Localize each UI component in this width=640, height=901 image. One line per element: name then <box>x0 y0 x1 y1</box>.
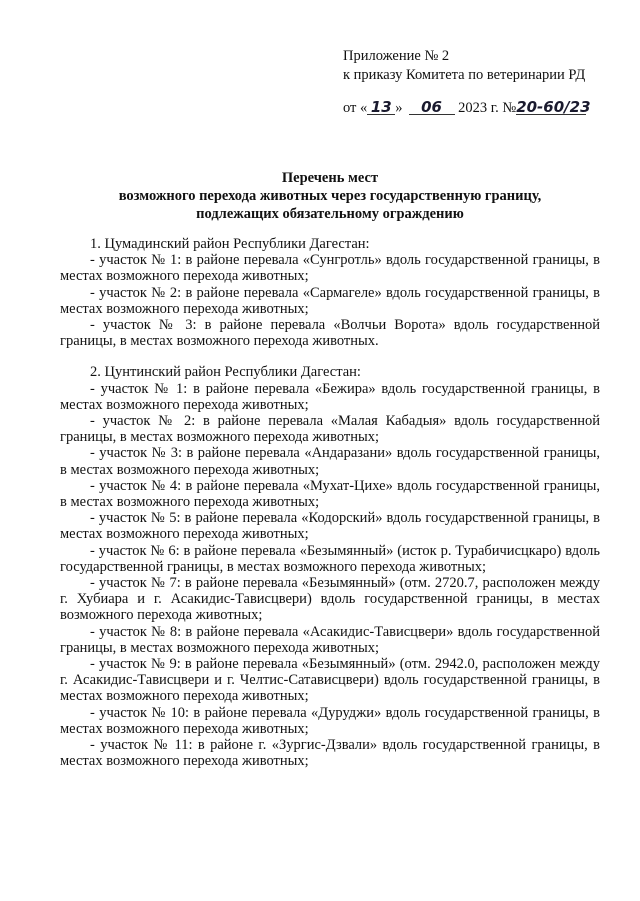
year-number-label: 2023 г. № <box>458 100 517 116</box>
date-prefix: от « <box>343 100 368 116</box>
list-item: - участок № 8: в районе перевала «Асакидис-Тависцвери» вдоль государственной границы, в местах возможного перехода животных; <box>60 623 600 656</box>
handwritten-order-number: 20-60/23 <box>516 98 591 116</box>
list-item: - участок № 11: в районе г. «Зургис-Дзвали» вдоль государственной границы, в местах возможного перехода животных; <box>60 737 600 770</box>
list-item: - участок № 6: в районе перевала «Безымянный» (исток р. Турабичисцкаро) вдоль государственной границы, в местах возможного перехода животных; <box>60 542 600 575</box>
appendix-label: Приложение № 2 <box>343 48 450 64</box>
list-item: - участок № 7: в районе перевала «Безымянный» (отм. 2720.7, расположен между г. Хубиара и г. Асакидис-Тависцвери) вдоль государственной границы, в местах возможного перехода животных; <box>60 575 600 624</box>
title-line-1: Перечень мест <box>281 170 379 186</box>
list-item: - участок № 3: в районе перевала «Волчьи Ворота» вдоль государственной границы, в местах возможного перехода животных. <box>60 317 600 350</box>
list-item: - участок № 2: в районе перевала «Малая Кабадыя» вдоль государственной границы, в местах возможного перехода животных; <box>60 413 600 446</box>
section-spacer <box>60 349 600 364</box>
list-item: - участок № 2: в районе перевала «Сармагеле» вдоль государственной границы, в местах возможного перехода животных; <box>60 284 600 317</box>
order-date-number <box>343 98 591 118</box>
list-item: - участок № 10: в районе перевала «Дуруджи» вдоль государственной границы, в местах возможного перехода животных; <box>60 704 600 737</box>
list-item: - участок № 1: в районе перевала «Сунгротль» вдоль государственной границы, в местах возможного перехода животных; <box>60 252 600 285</box>
handwritten-day: 13 <box>367 100 395 115</box>
order-reference: к приказу Комитета по ветеринарии РД <box>343 67 586 83</box>
date-close-quote: » <box>395 100 403 116</box>
list-item: - участок № 3: в районе перевала «Андаразани» вдоль государственной границы, в местах возможного перехода животных; <box>60 445 600 478</box>
list-item: - участок № 1: в районе перевала «Бежира» вдоль государственной границы, в местах возможного перехода животных; <box>60 380 600 413</box>
list-item: - участок № 5: в районе перевала «Кодорский» вдоль государственной границы, в местах возможного перехода животных; <box>60 510 600 543</box>
document-title <box>60 169 600 223</box>
title-line-2: возможного перехода животных через государственную границу, <box>118 188 542 204</box>
document-body <box>60 236 600 770</box>
title-line-3: подлежащих обязательному ограждению <box>196 206 464 222</box>
list-item: - участок № 4: в районе перевала «Мухат-Цихе» вдоль государственной границы, в местах возможного перехода животных; <box>60 477 600 511</box>
section-heading: 2. Цунтинский район Республики Дагестан: <box>90 364 361 381</box>
handwritten-month: 06 <box>409 100 455 115</box>
section-heading: 1. Цумадинский район Республики Дагестан: <box>90 236 370 252</box>
list-item: - участок № 9: в районе перевала «Безымянный» (отм. 2942.0, расположен между г. Асакидис-Тависцвери и г. Челтис-Сатависцвери) вдоль государственной границы, в местах возможного перехода животных; <box>60 656 600 705</box>
